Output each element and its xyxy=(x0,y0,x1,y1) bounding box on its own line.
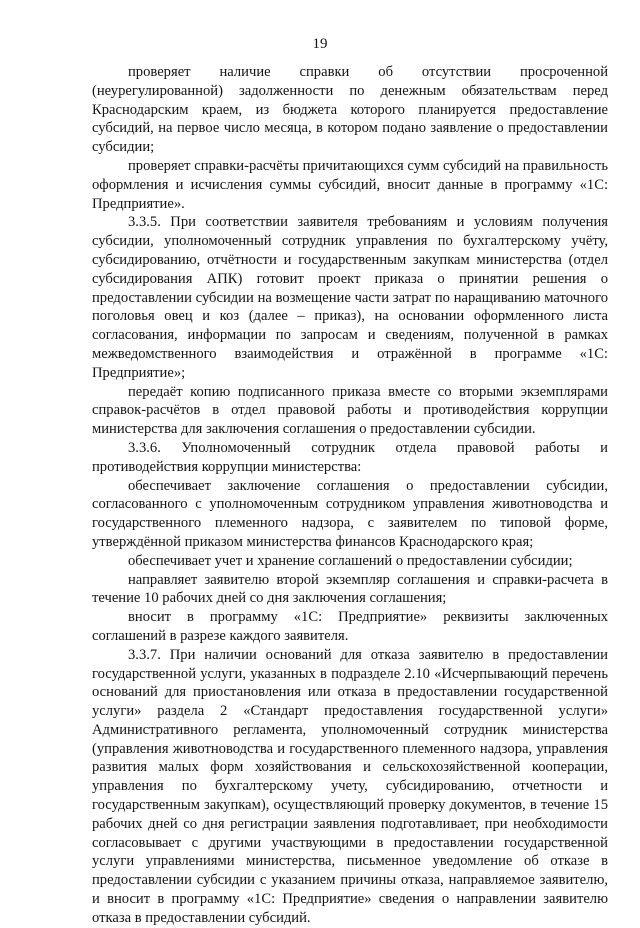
paragraph: обеспечивает заключение соглашения о предоставлении субсидии, согласованного с уполномоченным сотрудником управления животноводства и государственного племенного надзора, с заявителем по типовой форме, утверждённой приказом министерства финансов Краснодарского края; xyxy=(92,477,608,550)
paragraph: обеспечивает учет и хранение соглашений о предоставлении субсидии; xyxy=(128,552,573,569)
document-body xyxy=(92,63,608,928)
paragraph: 3.3.7. При наличии оснований для отказа заявителю в предоставлении государственной услуги, указанных в подразделе 2.10 «Исчерпывающий перечень оснований для приостановления или отказа в предоставлении государственной услуги» раздела 2 «Стандарт предоставления государственной услуги» Административного регламента, уполномоченный сотрудник министерства (управления животноводства и государственного племенного надзора, управления развития малых форм хозяйствования и сельскохозяйственной кооперации, управления по бухгалтерскому учету, субсидированию, отчетности и государственным закупкам), осуществляющий проверку документов, в течение 15 рабочих дней со дня регистрации заявления подготавливает, при необходимости согласовывает с другими участвующими в предоставлении государственной услуги управлениями министерства, письменное уведомление об отказе в предоставлении субсидии с указанием причины отказа, направляемое заявителю, и вносит в программу «1С: Предприятие» сведения о направлении заявителю отказа в предоставлении субсидий. xyxy=(92,646,608,926)
paragraph: 3.3.6. Уполномоченный сотрудник отдела правовой работы и противодействия коррупции министерства: xyxy=(92,439,608,475)
paragraph: направляет заявителю второй экземпляр соглашения и справки-расчета в течение 10 рабочих дней со дня заключения соглашения; xyxy=(92,571,608,607)
paragraph: проверяет наличие справки об отсутствии просроченной (неурегулированной) задолженности по денежным обязательствам перед Краснодарским краем, из бюджета которого планируется предоставление субсидий, на первое число месяца, в котором подано заявление о предоставлении субсидии; xyxy=(92,64,608,156)
paragraph: 3.3.5. При соответствии заявителя требованиям и условиям получения субсидии, уполномоченный сотрудник управления по бухгалтерскому учёту, субсидированию, отчётности и государственным закупкам министерства (отдел субсидирования АПК) готовит проект приказа о принятии решения о предоставлении субсидии на возмещение части затрат по наращиванию маточного поголовья овец и коз (далее – приказ), на основании оформленного листа согласования, информации по запросам и сведениям, полученной в рамках межведомственного взаимодействия и отражённой в программе «1С: Предприятие»; xyxy=(92,214,608,381)
paragraph: проверяет справки-расчёты причитающихся сумм субсидий на правильность оформления и исчисления суммы субсидий, вносит данные в программу «1С: Предприятие». xyxy=(92,157,608,212)
paragraph: вносит в программу «1С: Предприятие» реквизиты заключенных соглашений в разрезе каждого заявителя. xyxy=(92,609,608,644)
page-number: 19 xyxy=(312,36,328,52)
paragraph: передаёт копию подписанного приказа вместе со вторыми экземплярами справок-расчётов в отдел правовой работы и противодействия коррупции министерства для заключения соглашения о предоставлении субсидии. xyxy=(92,383,608,438)
